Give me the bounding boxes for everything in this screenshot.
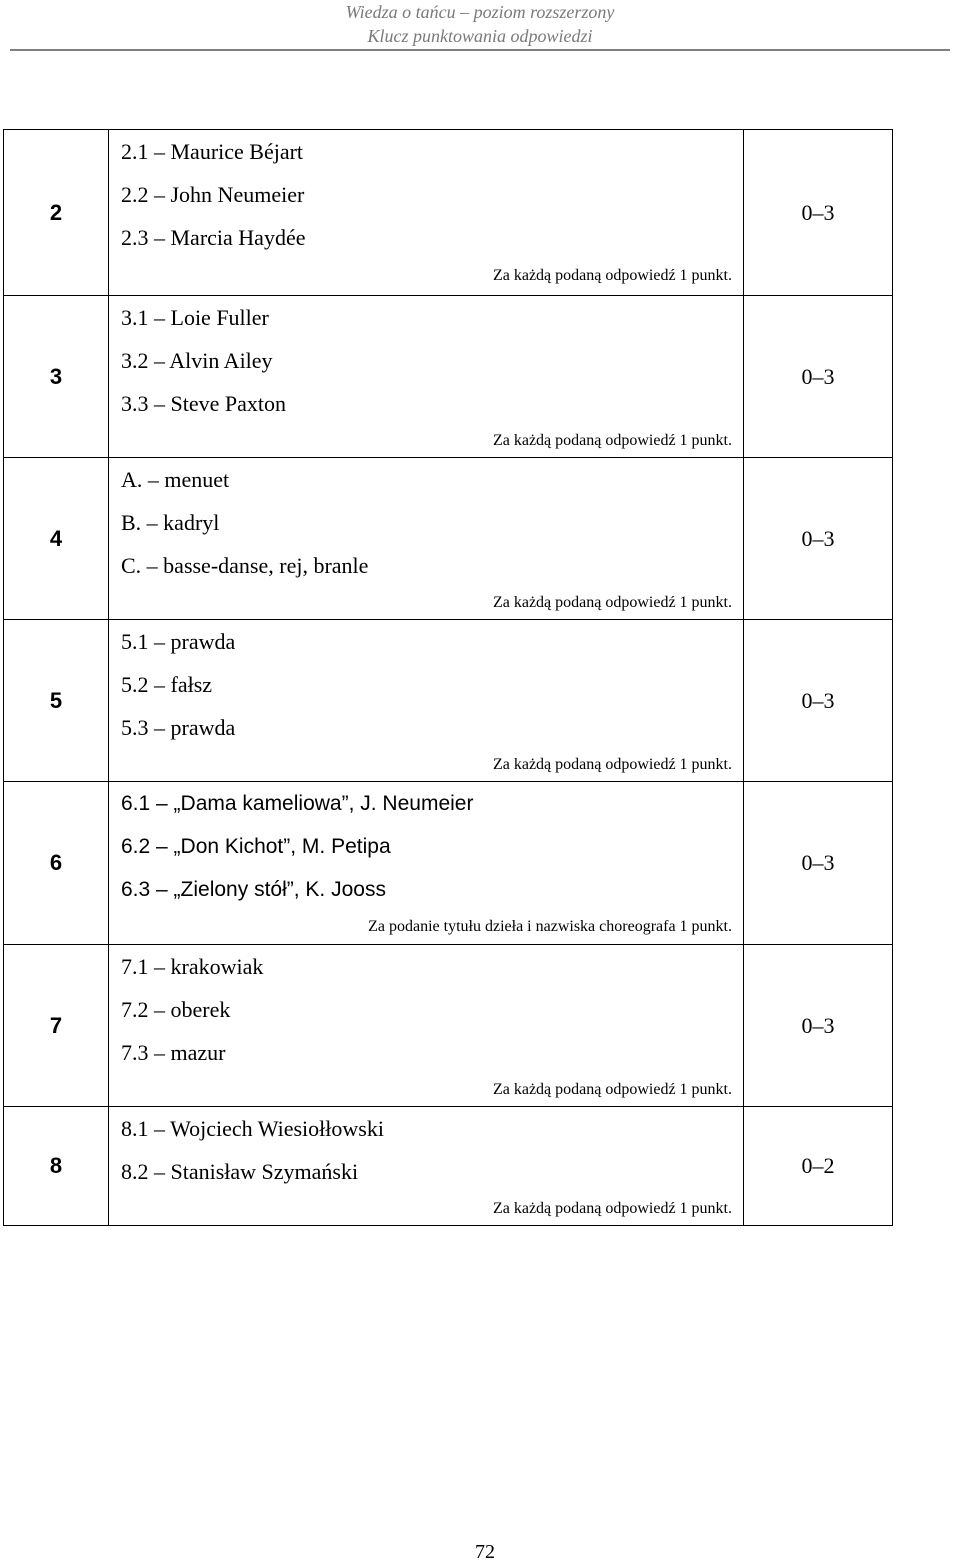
answer-line: 2.2 – John Neumeier	[121, 182, 305, 207]
answers-cell	[109, 620, 744, 782]
answers-cell	[109, 945, 744, 1107]
answer-line: 3.3 – Steve Paxton	[121, 391, 286, 416]
page-header	[0, 0, 960, 48]
points-range: 0–3	[744, 782, 893, 945]
answer-line: 8.2 – Stanisław Szymański	[121, 1159, 359, 1184]
answers-cell	[109, 130, 744, 296]
task-number: 2	[4, 130, 109, 296]
table-row	[4, 458, 893, 620]
scoring-note: Za każdą podaną odpowiedź 1 punkt.	[492, 756, 732, 773]
table-row	[4, 782, 893, 945]
scoring-note: Za każdą podaną odpowiedź 1 punkt.	[492, 594, 732, 611]
header-title: Wiedza o tańcu – poziom rozszerzony	[345, 2, 615, 22]
task-number: 8	[4, 1107, 109, 1226]
table-row	[4, 130, 893, 296]
scoring-note: Za każdą podaną odpowiedź 1 punkt.	[492, 432, 732, 449]
answer-line: 6.1 – „Dama kameliowa”, J. Neumeier	[121, 792, 474, 815]
points-range: 0–3	[744, 945, 893, 1107]
answer-line: 2.1 – Maurice Béjart	[121, 139, 304, 164]
page-number: 72	[475, 1541, 495, 1563]
task-number: 4	[4, 458, 109, 620]
points-range: 0–3	[744, 458, 893, 620]
answer-line: 5.3 – prawda	[121, 715, 236, 740]
answer-line: 7.1 – krakowiak	[121, 954, 264, 979]
answer-line: 6.2 – „Don Kichot”, M. Petipa	[121, 835, 391, 858]
answer-line: 7.2 – oberek	[121, 997, 231, 1022]
points-range: 0–3	[744, 296, 893, 458]
answer-line: C. – basse-danse, rej, branle	[121, 553, 369, 578]
answer-line: 5.2 – fałsz	[121, 672, 213, 697]
task-number: 5	[4, 620, 109, 782]
scoring-note: Za każdą podaną odpowiedź 1 punkt.	[492, 1081, 732, 1098]
answer-line: 2.3 – Marcia Haydée	[121, 225, 306, 250]
points-range: 0–2	[744, 1107, 893, 1226]
task-number: 3	[4, 296, 109, 458]
answer-line: 5.1 – prawda	[121, 629, 236, 654]
scoring-note: Za podanie tytułu dzieła i nazwiska choreografa 1 punkt.	[368, 918, 732, 935]
answer-line: A. – menuet	[121, 467, 230, 492]
header-subtitle: Klucz punktowania odpowiedzi	[367, 26, 593, 46]
answers-cell	[109, 782, 744, 945]
answer-line: 7.3 – mazur	[121, 1040, 226, 1065]
scoring-note: Za każdą podaną odpowiedź 1 punkt.	[492, 267, 732, 284]
task-number: 6	[4, 782, 109, 945]
answers-cell	[109, 458, 744, 620]
answer-line: 3.2 – Alvin Ailey	[121, 348, 273, 373]
table-row	[4, 945, 893, 1107]
answer-line: B. – kadryl	[121, 510, 220, 535]
scoring-note: Za każdą podaną odpowiedź 1 punkt.	[492, 1200, 732, 1217]
answers-cell	[109, 296, 744, 458]
table-row	[4, 620, 893, 782]
table-row	[4, 296, 893, 458]
header-rule	[10, 49, 950, 51]
table-row	[4, 1107, 893, 1226]
answers-cell	[109, 1107, 744, 1226]
answer-line: 3.1 – Loie Fuller	[121, 305, 269, 330]
answer-key-table	[3, 129, 893, 1226]
task-number: 7	[4, 945, 109, 1107]
answer-line: 6.3 – „Zielony stół”, K. Jooss	[121, 878, 386, 901]
points-range: 0–3	[744, 130, 893, 296]
points-range: 0–3	[744, 620, 893, 782]
answer-line: 8.1 – Wojciech Wiesiołłowski	[121, 1116, 384, 1141]
